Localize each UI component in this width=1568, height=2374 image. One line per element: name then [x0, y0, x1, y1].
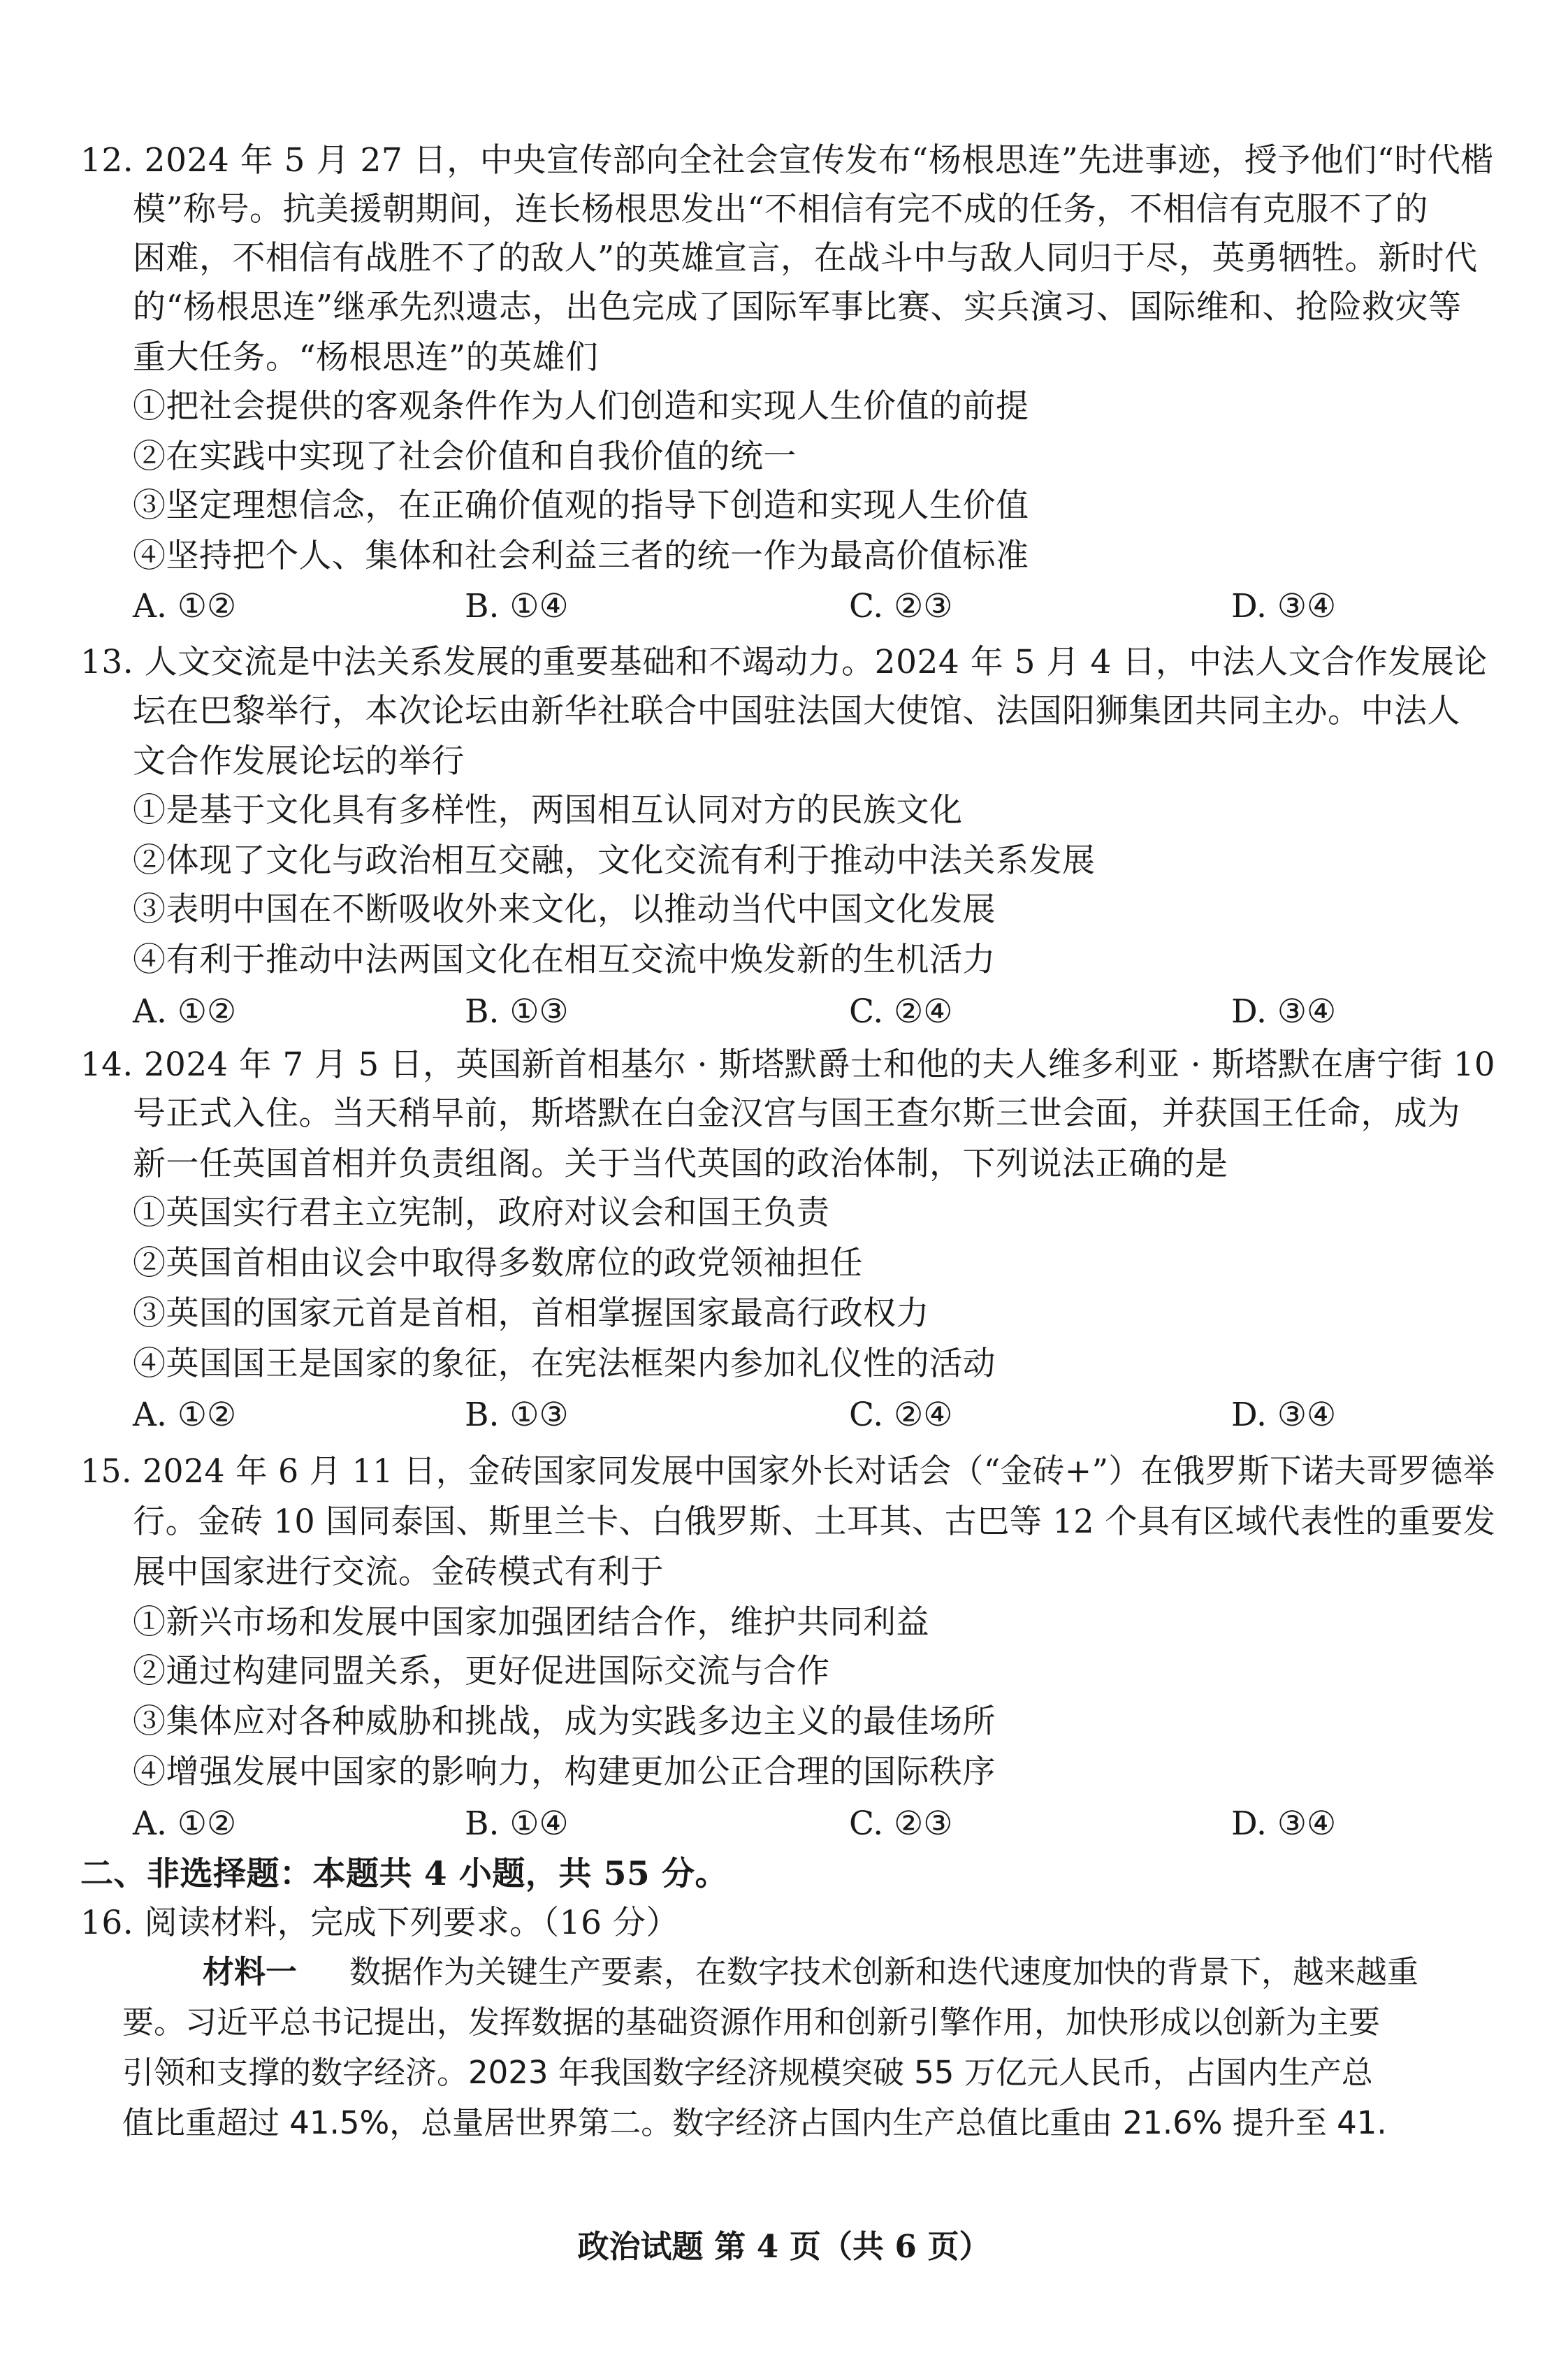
section-heading: 二、非选择题：本题共 4 小题，共 55 分。 — [80, 1855, 729, 1893]
question-title: 16. 阅读材料，完成下列要求。（16 分） — [80, 1904, 679, 1942]
question-stem-line: 号正式入住。当天稍早前，斯塔默在白金汉宫与国王查尔斯三世会面，并获国王任命，成为 — [133, 1094, 1460, 1133]
statement-1: ①英国实行君主立宪制，政府对议会和国王负责 — [133, 1194, 830, 1232]
material-line: 数据作为关键生产要素，在数字技术创新和迭代速度加快的背景下，越来越重 — [349, 1953, 1419, 1990]
statement-3: ③坚定理想信念，在正确价值观的指导下创造和实现人生价值 — [133, 486, 1029, 525]
question-stem-line: 展中国家进行交流。金砖模式有利于 — [133, 1553, 664, 1591]
question-stem-line: 15. 2024 年 6 月 11 日，金砖国家同发展中国家外长对话会（“金砖+”）在俄罗斯下诺夫哥罗德举 — [80, 1452, 1495, 1491]
option-a[interactable]: A. ①② — [133, 1396, 237, 1434]
option-a[interactable]: A. ①② — [133, 992, 237, 1031]
question-stem-line: 坛在巴黎举行，本次论坛由新华社联合中国驻法国大使馆、法国阳狮集团共同主办。中法人 — [133, 692, 1460, 730]
question-stem-line: 困难，不相信有战胜不了的敌人”的英雄宣言，在战斗中与敌人同归于尽，英勇牺牲。新时代 — [133, 239, 1478, 277]
material-line: 值比重超过 41.5%，总量居世界第二。数字经济占国内生产总值比重由 21.6% 提升至 41. — [122, 2104, 1387, 2141]
question-stem-line: 新一任英国首相并负责组阁。关于当代英国的政治体制，下列说法正确的是 — [133, 1145, 1228, 1183]
statement-3: ③表明中国在不断吸收外来文化，以推动当代中国文化发展 — [133, 890, 996, 929]
statement-4: ④坚持把个人、集体和社会利益三者的统一作为最高价值标准 — [133, 537, 1029, 575]
question-stem-line: 14. 2024 年 7 月 5 日，英国新首相基尔 · 斯塔默爵士和他的夫人维多利亚 · 斯塔默在唐宁街 10 — [80, 1045, 1496, 1084]
option-c[interactable]: C. ②④ — [849, 1396, 953, 1434]
option-b[interactable]: B. ①④ — [465, 1804, 569, 1843]
material-line: 引领和支撑的数字经济。2023 年我国数字经济规模突破 55 万亿元人民币，占国内生产总 — [122, 2054, 1373, 2091]
statement-1: ①把社会提供的客观条件作为人们创造和实现人生价值的前提 — [133, 387, 1029, 426]
statement-2: ②在实践中实现了社会价值和自我价值的统一 — [133, 437, 797, 476]
option-d[interactable]: D. ③④ — [1231, 1396, 1337, 1434]
option-b[interactable]: B. ①④ — [465, 587, 569, 625]
option-a[interactable]: A. ①② — [133, 1804, 237, 1843]
statement-4: ④增强发展中国家的影响力，构建更加公正合理的国际秩序 — [133, 1753, 996, 1791]
option-d[interactable]: D. ③④ — [1231, 587, 1337, 625]
statement-4: ④英国国王是国家的象征，在宪法框架内参加礼仪性的活动 — [133, 1345, 996, 1383]
question-stem-line: 行。金砖 10 国同泰国、斯里兰卡、白俄罗斯、土耳其、古巴等 12 个具有区域代表性的重要发 — [133, 1503, 1496, 1541]
option-b[interactable]: B. ①③ — [465, 992, 569, 1031]
material-label: 材料一 — [203, 1953, 298, 1990]
statement-1: ①新兴市场和发展中国家加强团结合作，维护共同利益 — [133, 1603, 929, 1642]
statement-4: ④有利于推动中法两国文化在相互交流中焕发新的生机活力 — [133, 941, 996, 979]
option-c[interactable]: C. ②③ — [849, 587, 953, 625]
option-c[interactable]: C. ②④ — [849, 992, 953, 1031]
question-stem-line: 模”称号。抗美援朝期间，连长杨根思发出“不相信有完不成的任务，不相信有克服不了的 — [133, 190, 1429, 229]
statement-2: ②体现了文化与政治相互交融，文化交流有利于推动中法关系发展 — [133, 841, 1096, 880]
question-stem-line: 重大任务。“杨根思连”的英雄们 — [133, 338, 599, 377]
option-a[interactable]: A. ①② — [133, 587, 237, 625]
statement-3: ③集体应对各种威胁和挑战，成为实践多边主义的最佳场所 — [133, 1702, 996, 1741]
material-line: 要。习近平总书记提出，发挥数据的基础资源作用和创新引擎作用，加快形成以创新为主要 — [122, 2004, 1381, 2041]
question-stem-line: 13. 人文交流是中法关系发展的重要基础和不竭动力。2024 年 5 月 4 日，中法人文合作发展论 — [80, 643, 1488, 681]
question-stem-line: 12. 2024 年 5 月 27 日，中央宣传部向全社会宣传发布“杨根思连”先进事迹，授予他们“时代楷 — [80, 141, 1494, 180]
question-stem-line: 文合作发展论坛的举行 — [133, 742, 465, 781]
statement-1: ①是基于文化具有多样性，两国相互认同对方的民族文化 — [133, 791, 963, 830]
statement-2: ②英国首相由议会中取得多数席位的政党领袖担任 — [133, 1244, 863, 1282]
statement-3: ③英国的国家元首是首相，首相掌握国家最高行政权力 — [133, 1294, 929, 1333]
statement-2: ②通过构建同盟关系，更好促进国际交流与合作 — [133, 1652, 830, 1691]
option-c[interactable]: C. ②③ — [849, 1804, 953, 1843]
option-d[interactable]: D. ③④ — [1231, 1804, 1337, 1843]
question-stem-line: 的“杨根思连”继承先烈遗志，出色完成了国际军事比赛、实兵演习、国际维和、抢险救灾等 — [133, 288, 1462, 326]
option-d[interactable]: D. ③④ — [1231, 992, 1337, 1031]
page-footer: 政治试题 第 4 页（共 6 页） — [577, 2228, 991, 2265]
option-b[interactable]: B. ①③ — [465, 1396, 569, 1434]
